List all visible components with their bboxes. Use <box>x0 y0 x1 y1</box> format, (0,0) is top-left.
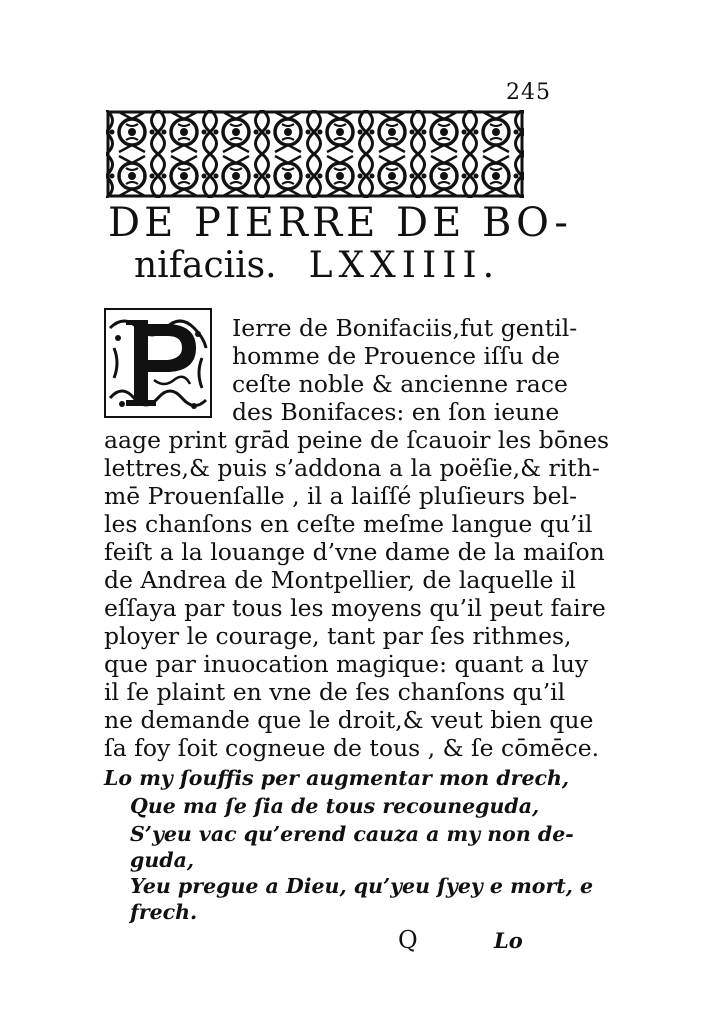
chapter-number: LXXIIII. <box>308 245 501 286</box>
text-line: eſſaya par tous les moyens qu’il peut faire <box>104 594 606 622</box>
verse-line: guda, <box>130 848 194 872</box>
text-line: ſa foy ſoit cogneue de tous , & ſe cōmēce. <box>104 734 600 762</box>
text-line: lettres,& puis s’addona a la poëſie,& rith- <box>104 454 600 482</box>
text-line: ceſte noble & ancienne race <box>232 370 568 398</box>
decorated-initial-p <box>104 308 212 418</box>
ornament-band <box>106 110 524 198</box>
text-line: il ſe plaint en vne de ſes chanſons qu’il <box>104 678 566 706</box>
verse-line: Yeu pregue a Dieu, qu’yeu ſyey e mort, e <box>130 874 594 898</box>
text-line: ployer le courage, tant par ſes rithmes, <box>104 622 572 650</box>
page-number: 245 <box>506 80 551 105</box>
catchword: Lo <box>494 928 523 953</box>
chapter-title: DE PIERRE DE BO- <box>108 200 572 246</box>
text-line: feiſt a la louange d’vne dame de la maiſon <box>104 538 605 566</box>
text-line: ne demande que le droit,& veut bien que <box>104 706 594 734</box>
text-line: de Andrea de Montpellier, de laquelle il <box>104 566 576 594</box>
verse-line: Que ma ſe ſia de tous recouneguda, <box>130 794 540 818</box>
signature-mark: Q <box>398 926 418 954</box>
text-line: que par inuocation magique: quant a luy <box>104 650 589 678</box>
text-line: des Bonifaces: en ſon ieune <box>232 398 560 426</box>
title-name-end: nifaciis. <box>134 245 277 286</box>
text-line: aage print grād peine de ſcauoir les bōnes <box>104 426 610 454</box>
verse-line: Lo my ſouffis per augmentar mon drech, <box>104 766 570 790</box>
verse-line: S’yeu vac qu’erend cauza a my non de- <box>130 822 574 846</box>
verse-line: frech. <box>130 900 198 924</box>
text-line: les chanſons en ceſte meſme langue qu’il <box>104 510 593 538</box>
text-line: Ierre de Bonifaciis,fut gentil- <box>232 314 578 342</box>
text-line: mē Prouenſalle , il a laiſſé pluſieurs bel- <box>104 482 578 510</box>
chapter-title-continued <box>134 245 500 286</box>
text-line: homme de Prouence iſſu de <box>232 342 561 370</box>
